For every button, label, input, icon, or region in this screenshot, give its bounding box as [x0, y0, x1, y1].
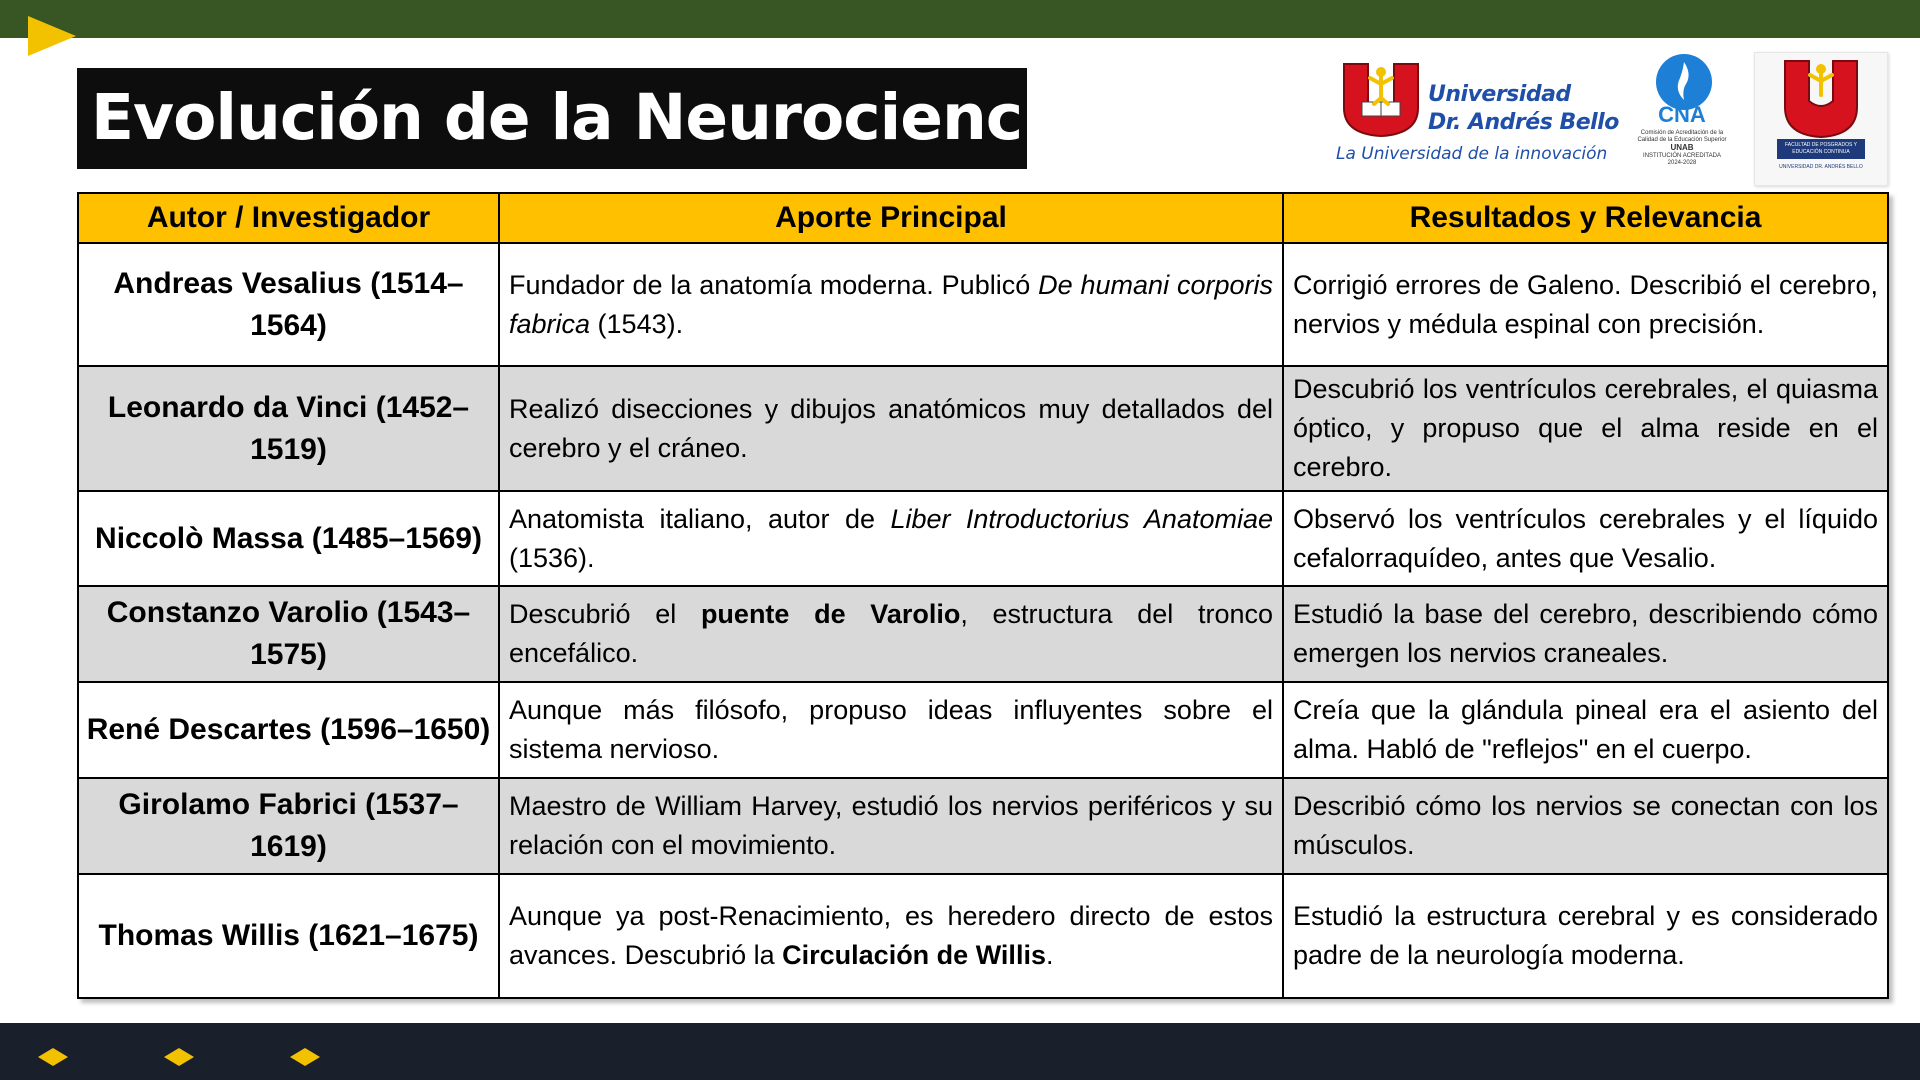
university-shield-logo [1340, 58, 1422, 138]
bottom-bar [0, 1023, 1920, 1080]
header-author: Autor / Investigador [78, 193, 499, 243]
contribution-cell [499, 366, 1283, 491]
result-cell: Corrigió errores de Galeno. Describió el cerebro, nervios y médula espinal con precisión. [1283, 243, 1888, 366]
author-cell: Girolamo Fabrici (1537–1619) [78, 778, 499, 874]
text-segment: Maestro de William Harvey, estudió los nervios periféricos y su relación con el movimiento. [509, 791, 1273, 860]
author-cell: René Descartes (1596–1650) [78, 682, 499, 778]
result-cell: Descubrió los ventrículos cerebrales, el quiasma óptico, y propuso que el alma reside en el cerebro. [1283, 366, 1888, 491]
table-row [78, 366, 1888, 491]
faculty-band: FACULTAD DE POSGRADOS Y EDUCACIÓN CONTINUA [1777, 139, 1865, 159]
university-name-line2: Dr. Andrés Bello [1428, 110, 1619, 135]
contribution-cell [499, 243, 1283, 366]
faculty-university: UNIVERSIDAD DR. ANDRÉS BELLO [1779, 164, 1863, 170]
neuroscience-table [77, 192, 1889, 999]
author-cell: Leonardo da Vinci (1452–1519) [78, 366, 499, 491]
diamond-icon [290, 1048, 320, 1066]
text-segment: Anatomista italiano, autor de [509, 503, 891, 534]
university-slogan: La Universidad de la innovación [1336, 144, 1608, 164]
contribution-cell [499, 682, 1283, 778]
table-row [78, 491, 1888, 586]
diamond-icon [164, 1048, 194, 1066]
text-segment: (1536). [509, 542, 595, 573]
table-header-row [78, 193, 1888, 243]
contribution-cell [499, 874, 1283, 998]
faculty-logo [1754, 52, 1888, 186]
text-segment: Fundador de la anatomía moderna. Publicó [509, 269, 1039, 300]
cna-org: UNAB [1670, 143, 1694, 152]
university-name-line1: Universidad [1428, 82, 1571, 107]
result-cell: Describió cómo los nervios se conectan con los músculos. [1283, 778, 1888, 874]
result-cell: Estudió la base del cerebro, describiendo cómo emergen los nervios craneales. [1283, 586, 1888, 682]
author-cell: Thomas Willis (1621–1675) [78, 874, 499, 998]
header-result: Resultados y Relevancia [1283, 193, 1888, 243]
text-segment: Aunque ya post-Renacimiento, es heredero directo de estos avances. Descubrió la [509, 901, 1273, 970]
page-title: Evolución de la Neurociencias [91, 81, 1121, 154]
diamond-icon [38, 1048, 68, 1066]
result-cell: Creía que la glándula pineal era el asiento del alma. Habló de "reflejos" en el cuerpo. [1283, 682, 1888, 778]
table-row [78, 682, 1888, 778]
contribution-cell [499, 491, 1283, 586]
author-cell: Constanzo Varolio (1543–1575) [78, 586, 499, 682]
contribution-cell [499, 778, 1283, 874]
title-banner [77, 68, 1121, 169]
cna-years: 2024-2028 [1667, 160, 1697, 166]
result-cell: Observó los ventrículos cerebrales y el líquido cefalorraquídeo, antes que Vesalio. [1283, 491, 1888, 586]
italic-title: Liber Introductorius Anatomiae [890, 503, 1273, 534]
table-body [78, 243, 1888, 998]
header-contribution: Aporte Principal [499, 193, 1283, 243]
cna-letters: CNA [1658, 102, 1706, 127]
cna-accreditation-logo [1632, 52, 1732, 170]
text-segment: . [1045, 940, 1054, 970]
text-segment: Descubrió el [509, 599, 701, 629]
bold-term: Circulación de Willis [782, 940, 1046, 970]
contribution-cell [499, 586, 1283, 682]
text-segment: (1543). [590, 308, 684, 339]
table-row [78, 586, 1888, 682]
cna-caption-text: Comisión de Acreditación de la Calidad de la Educación Superior [1637, 130, 1727, 143]
text-segment: Realizó disecciones y dibujos anatómicos muy detallados del cerebro y el cráneo. [509, 393, 1273, 463]
author-cell: Niccolò Massa (1485–1569) [78, 491, 499, 586]
play-arrow-icon [28, 16, 76, 56]
cna-caption [1632, 130, 1732, 167]
result-cell: Estudió la estructura cerebral y es considerado padre de la neurología moderna. [1283, 874, 1888, 998]
text-segment: , estructura del tronco encefálico. [509, 599, 1274, 668]
table-row [78, 243, 1888, 366]
author-cell: Andreas Vesalius (1514–1564) [78, 243, 499, 366]
table-row [78, 874, 1888, 998]
italic-title: De humani corporis fabrica [509, 269, 1273, 339]
top-bar [0, 0, 1920, 38]
bold-term: puente de Varolio [700, 599, 961, 629]
cna-status: INSTITUCIÓN ACREDITADA [1643, 153, 1721, 159]
table-row [78, 778, 1888, 874]
text-segment: Aunque más filósofo, propuso ideas influyentes sobre el sistema nervioso. [509, 695, 1273, 764]
